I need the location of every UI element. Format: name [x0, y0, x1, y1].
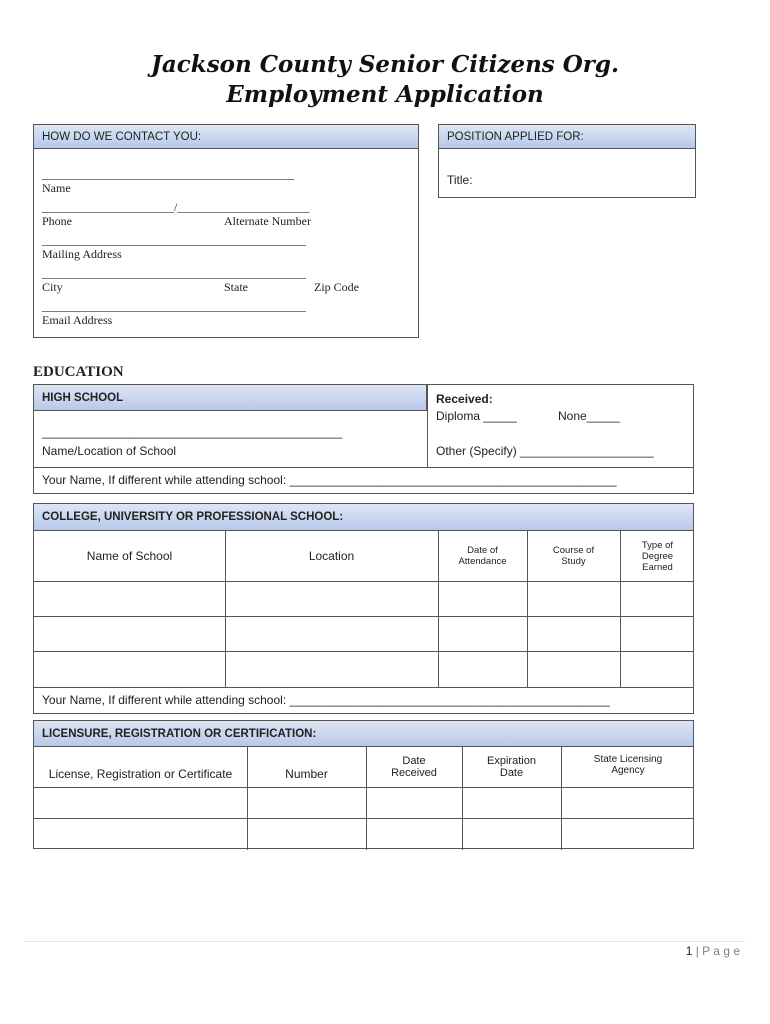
school-name-field-line[interactable]: _____________________________________________: [42, 425, 343, 439]
high-school-header: HIGH SCHOOL: [34, 385, 427, 411]
col-expiration-date: Expiration Date: [487, 755, 536, 779]
position-header: POSITION APPLIED FOR:: [439, 125, 695, 149]
mailing-address-field-line[interactable]: ____________________________________________: [42, 233, 306, 247]
col-state-licensing-agency: State Licensing Agency: [593, 754, 663, 776]
col-number: Number: [285, 767, 328, 781]
contact-header: HOW DO WE CONTACT YOU:: [34, 125, 418, 149]
college-header: COLLEGE, UNIVERSITY OR PROFESSIONAL SCHOOL:: [34, 504, 693, 531]
document-title-line1: Jackson County Senior Citizens Org.: [150, 51, 620, 78]
col-type-of-degree: Type of Degree Earned: [641, 539, 674, 573]
city-label: City: [42, 280, 63, 294]
state-label: State: [224, 280, 248, 294]
email-field-line[interactable]: ____________________________________________: [42, 299, 306, 313]
zip-code-label: Zip Code: [314, 280, 359, 294]
col-name-of-school: Name of School: [86, 549, 173, 563]
licensure-row[interactable]: [34, 788, 695, 818]
other-specify-field[interactable]: Other (Specify) ____________________: [436, 444, 654, 458]
city-field-line[interactable]: ____________________________________________: [42, 266, 306, 280]
education-heading: EDUCATION: [33, 364, 124, 380]
email-address-label: Email Address: [42, 313, 113, 327]
received-label: Received:: [436, 392, 493, 406]
document-title-line2: Employment Application: [226, 81, 544, 108]
college-row[interactable]: [34, 652, 695, 687]
phone-field-line[interactable]: ______________________/______________________: [42, 200, 310, 214]
college-different-name-field[interactable]: Your Name, If different while attending school: ________________________________________________: [42, 693, 610, 707]
page-footer: [686, 944, 740, 958]
college-box: [33, 503, 694, 714]
licensure-header: LICENSURE, REGISTRATION OR CERTIFICATION:: [34, 721, 693, 747]
contact-box: [33, 124, 419, 338]
mailing-address-label: Mailing Address: [42, 247, 122, 261]
col-location: Location: [308, 549, 355, 563]
page-label: | P a g e: [695, 944, 740, 958]
position-title-label[interactable]: Title:: [447, 173, 473, 187]
name-label: Name: [42, 181, 71, 195]
col-license: License, Registration or Certificate: [48, 767, 233, 781]
high-school-box: [33, 384, 694, 494]
college-row[interactable]: [34, 617, 695, 651]
licensure-row[interactable]: [34, 819, 695, 849]
high-school-different-name-field[interactable]: Your Name, If different while attending school: _________________________________________________: [42, 473, 617, 487]
col-date-of-attendance: Date of Attendance: [458, 545, 507, 567]
position-box: [438, 124, 696, 198]
college-row[interactable]: [34, 582, 695, 616]
col-course-of-study: Course of Study: [552, 545, 595, 567]
school-name-label: Name/Location of School: [42, 444, 177, 458]
licensure-box: [33, 720, 694, 849]
diploma-field[interactable]: Diploma _____: [436, 409, 517, 423]
phone-label: Phone: [42, 214, 72, 228]
page-number: 1: [685, 944, 693, 958]
name-field-line[interactable]: __________________________________________: [42, 167, 294, 181]
footer-divider: [25, 941, 745, 942]
alternate-number-label: Alternate Number: [224, 214, 311, 228]
none-field[interactable]: None_____: [558, 409, 621, 423]
col-date-received: Date Received: [391, 755, 437, 779]
